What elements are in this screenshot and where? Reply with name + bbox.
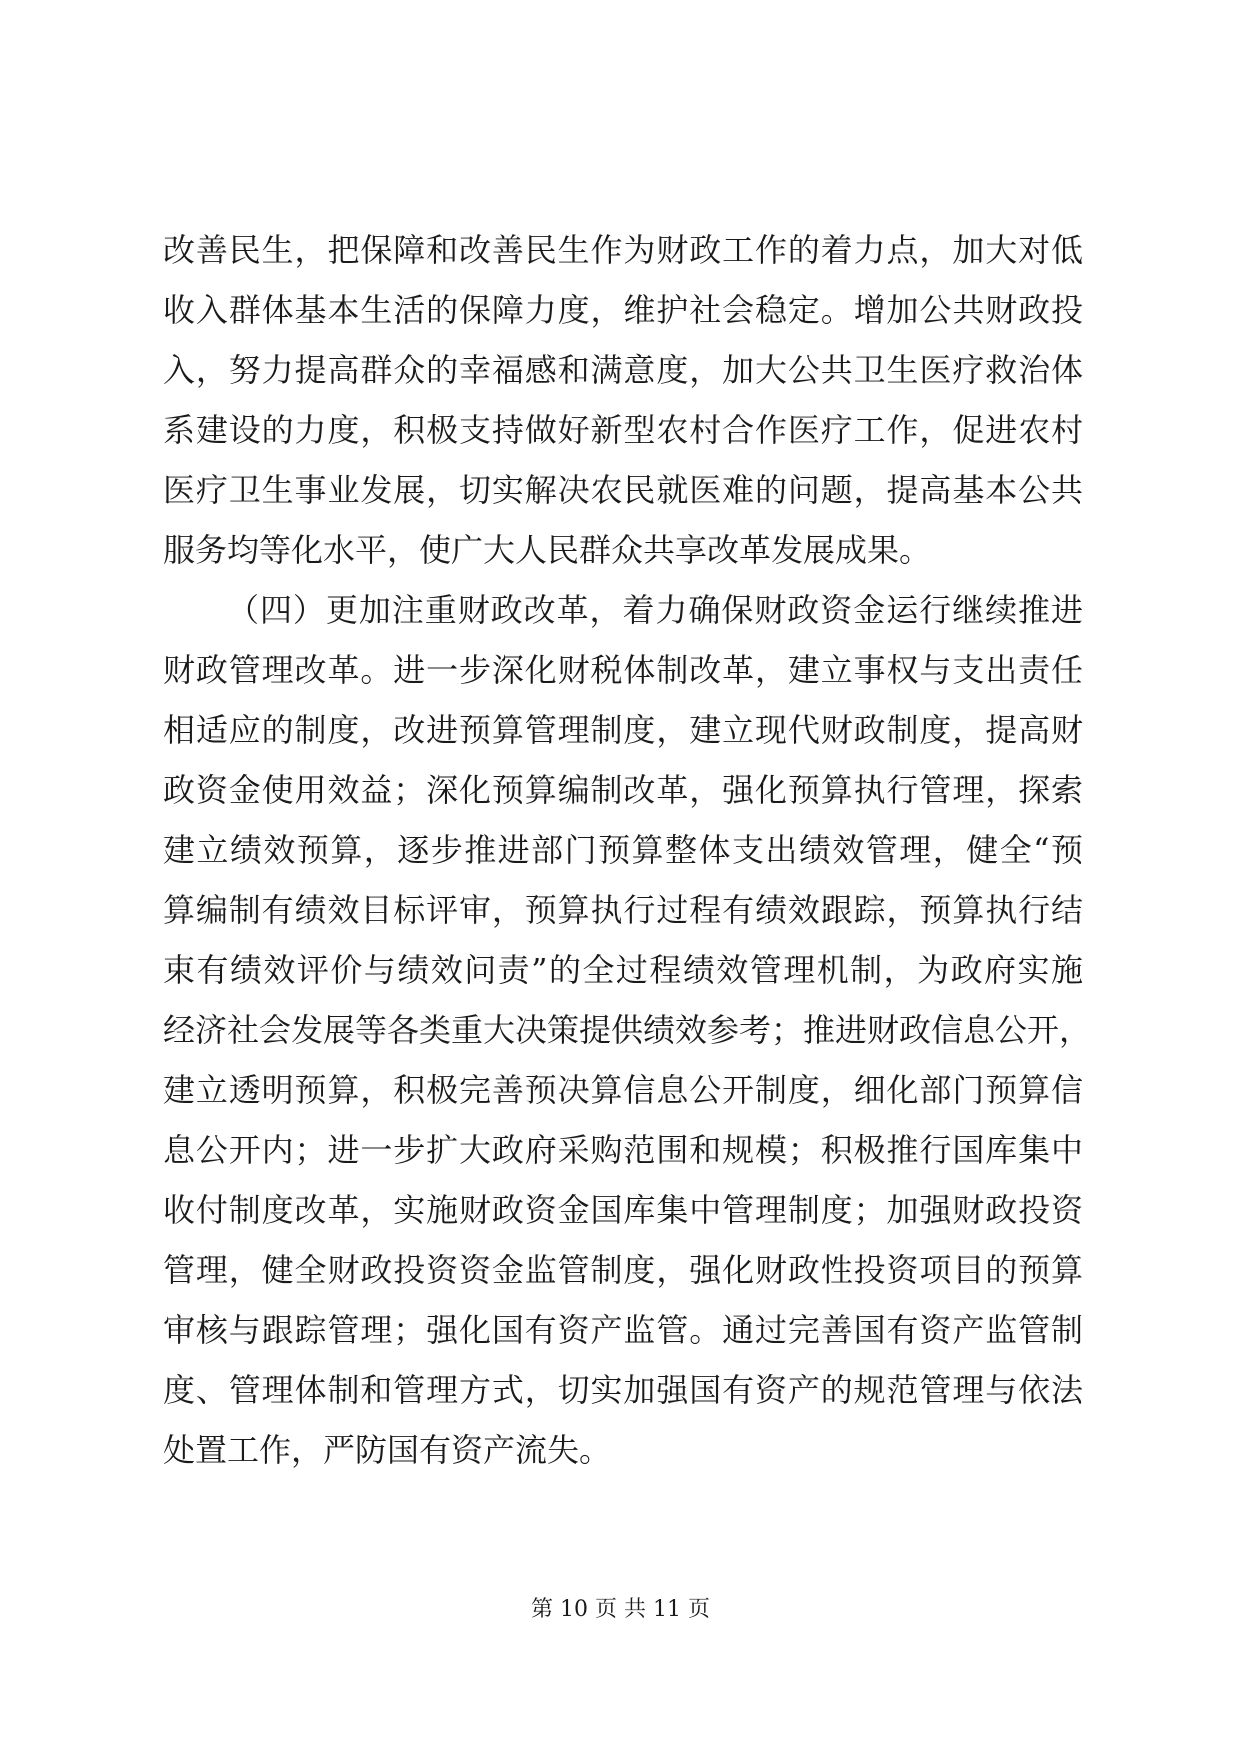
text-line: 收入群体基本生活的保障力度，维护社会稳定。增加公共财政投 [163, 291, 1083, 329]
text-line: 建立透明预算，积极完善预决算信息公开制度，细化部门预算信 [163, 1071, 1083, 1109]
text-line: 经济社会发展等各类重大决策提供绩效参考；推进财政信息公开， [163, 1011, 1092, 1049]
text-line: 政资金使用效益；深化预算编制改革，强化预算执行管理，探索 [163, 771, 1083, 809]
text-line: 建立绩效预算，逐步推进部门预算整体支出绩效管理，健全“预 [163, 831, 1083, 869]
text-line: 处置工作，严防国有资产流失。 [163, 1431, 612, 1469]
text-line: 束有绩效评价与绩效问责”的全过程绩效管理机制，为政府实施 [163, 951, 1083, 989]
text-line: 入，努力提高群众的幸福感和满意度，加大公共卫生医疗救治体 [163, 351, 1083, 389]
text-line: 医疗卫生事业发展，切实解决农民就医难的问题，提高基本公共 [163, 471, 1083, 509]
text-line: 息公开内；进一步扩大政府采购范围和规模；积极推行国库集中 [163, 1131, 1083, 1169]
text-line: 服务均等化水平，使广大人民群众共享改革发展成果。 [163, 531, 932, 569]
section-heading-line: （四）更加注重财政改革，着力确保财政资金运行继续推进 [227, 591, 1083, 629]
text-line: 改善民生，把保障和改善民生作为财政工作的着力点，加大对低 [163, 231, 1083, 269]
text-line: 财政管理改革。进一步深化财税体制改革，建立事权与支出责任 [163, 651, 1083, 689]
text-line: 系建设的力度，积极支持做好新型农村合作医疗工作，促进农村 [163, 411, 1083, 449]
text-line: 度、管理体制和管理方式，切实加强国有资产的规范管理与依法 [163, 1371, 1083, 1409]
text-line: 相适应的制度，改进预算管理制度，建立现代财政制度，提高财 [163, 711, 1083, 749]
text-line: 审核与跟踪管理；强化国有资产监管。通过完善国有资产监管制 [163, 1311, 1083, 1349]
body-text [163, 230, 1092, 1490]
text-line: 管理，健全财政投资资金监管制度，强化财政性投资项目的预算 [163, 1251, 1083, 1289]
text-line: 收付制度改革，实施财政资金国库集中管理制度；加强财政投资 [163, 1191, 1083, 1229]
text-line: 算编制有绩效目标评审，预算执行过程有绩效跟踪，预算执行结 [163, 891, 1083, 929]
page-number-footer: 第 10 页 共 11 页 [531, 1597, 710, 1622]
